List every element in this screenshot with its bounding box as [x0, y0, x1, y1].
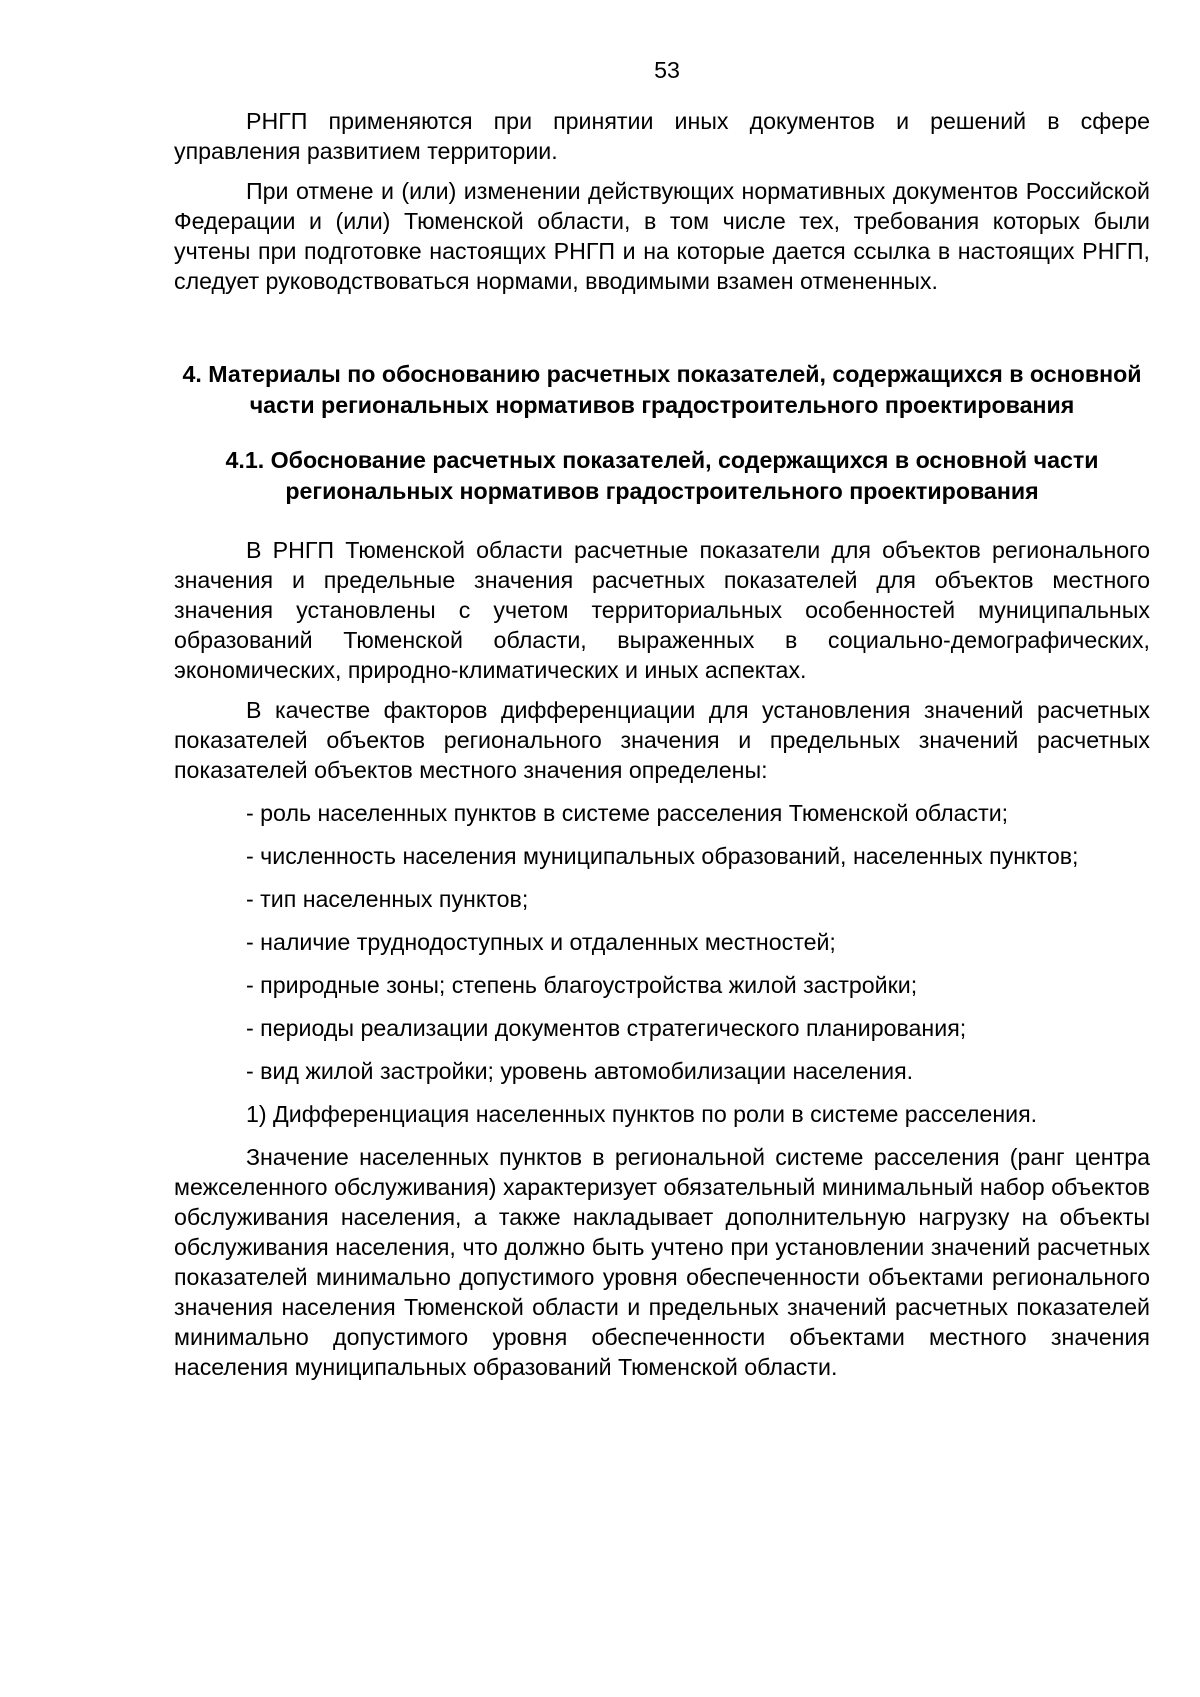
- paragraph: В качестве факторов дифференциации для установления значений расчетных показателей объектов регионального значения и предельных значений расчетных показателей объектов местного значения определены:: [174, 697, 1150, 783]
- paragraph: 1) Дифференциация населенных пунктов по роли в системе расселения.: [246, 1101, 1038, 1127]
- list-item: - тип населенных пунктов;: [246, 886, 529, 912]
- paragraph: РНГП применяются при принятии иных документов и решений в сфере управления развитием территории.: [174, 108, 1150, 164]
- subsection-heading: 4.1. Обоснование расчетных показателей, содержащихся в основной части региональных нормативов градостроительного проектирования: [225, 447, 1099, 504]
- page-number: 53: [654, 57, 680, 83]
- paragraph: В РНГП Тюменской области расчетные показатели для объектов регионального значения и предельные значения расчетных показателей для объектов местного значения установлены с учетом территориальных особенностей муниципальных образований Тюменской области, выраженных в социально-демографических, экономических, природно-климатических и иных аспектах.: [174, 537, 1150, 683]
- list-item: - роль населенных пунктов в системе расселения Тюменской области;: [246, 800, 1009, 826]
- list-item: - периоды реализации документов стратегического планирования;: [246, 1015, 967, 1041]
- paragraph: Значение населенных пунктов в региональной системе расселения (ранг центра межселенного обслуживания) характеризует обязательный минимальный набор объектов обслуживания населения, а также накладывает дополнительную нагрузку на объекты обслуживания населения, что должно быть учтено при установлении значений расчетных показателей минимально допустимого уровня обеспеченности объектами регионального значения населения Тюменской области и предельных значений расчетных показателей минимально допустимого уровня обеспеченности объектами местного значения населения муниципальных образований Тюменской области.: [174, 1144, 1150, 1380]
- section-heading: 4. Материалы по обоснованию расчетных показателей, содержащихся в основной части региональных нормативов градостроительного проектирования: [182, 361, 1142, 418]
- list-item: - вид жилой застройки; уровень автомобилизации населения.: [246, 1058, 914, 1084]
- list-item: - численность населения муниципальных образований, населенных пунктов;: [246, 843, 1079, 869]
- list-item: - природные зоны; степень благоустройства жилой застройки;: [246, 972, 918, 998]
- paragraph: При отмене и (или) изменении действующих нормативных документов Российской Федерации и (или) Тюменской области, в том числе тех, требования которых были учтены при подготовке настоящих РНГП и на которые дается ссылка в настоящих РНГП, следует руководствоваться нормами, вводимыми взамен отмененных.: [174, 178, 1150, 294]
- list-item: - наличие труднодоступных и отдаленных местностей;: [246, 929, 836, 955]
